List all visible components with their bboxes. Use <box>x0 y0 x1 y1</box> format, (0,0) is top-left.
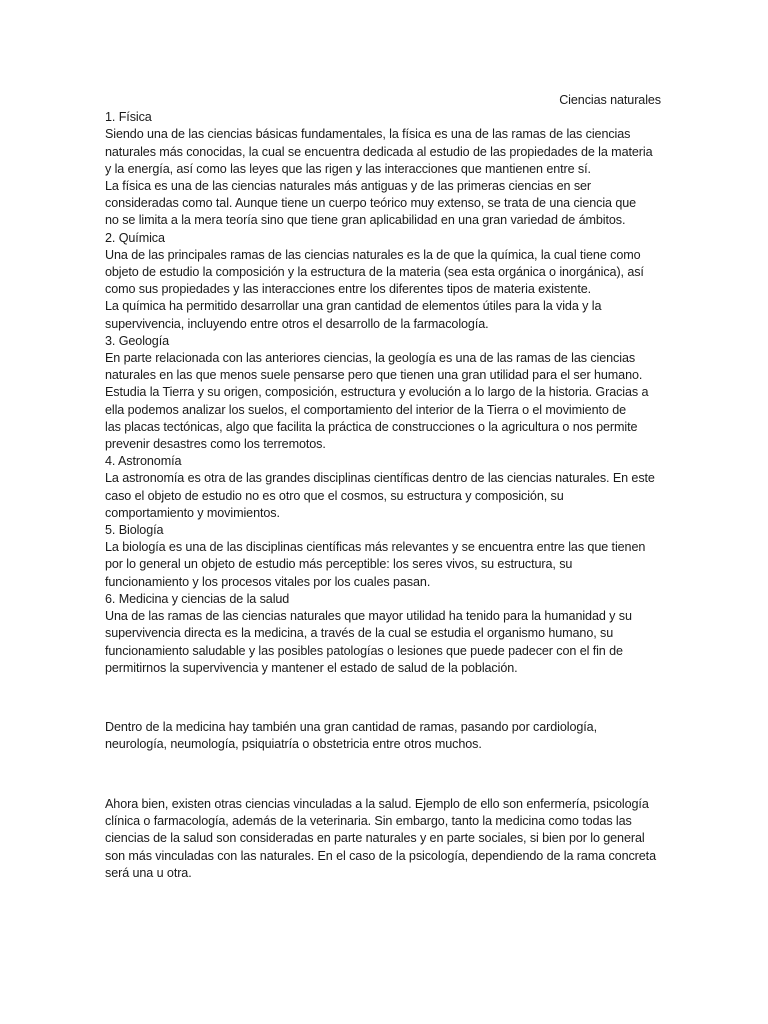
text-line: por lo general un objeto de estudio más perceptible: los seres vivos, su estructura, su <box>105 557 573 572</box>
section-heading: 1. Física <box>105 110 152 125</box>
text-line: En parte relacionada con las anteriores ciencias, la geología es una de las ramas de las ciencias <box>105 351 636 366</box>
text-line: La física es una de las ciencias naturales más antiguas y de las primeras ciencias en ser <box>105 179 592 194</box>
text-line: naturales en las que menos suele pensarse pero que tienen una gran utilidad para el ser humano. <box>105 368 643 383</box>
text-line: La biología es una de las disciplinas científicas más relevantes y se encuentra entre las que tienen <box>105 540 646 555</box>
section-heading: 6. Medicina y ciencias de la salud <box>105 591 290 606</box>
text-line: objeto de estudio la composición y la estructura de la materia (sea esta orgánica o inorgánica), así <box>105 265 644 280</box>
document-text <box>105 109 665 882</box>
text-line: Dentro de la medicina hay también una gran cantidad de ramas, pasando por cardiología, <box>105 720 597 735</box>
paragraph-gap <box>105 690 665 707</box>
text-line: funcionamiento y los procesos vitales por los cuales pasan. <box>105 574 431 589</box>
document-body <box>105 92 665 882</box>
text-line: ciencias de la salud son consideradas en parte naturales y en parte sociales, si bien por lo general <box>105 831 645 846</box>
document-title: Ciencias naturales <box>559 93 661 107</box>
text-line: caso el objeto de estudio no es otro que el cosmos, su estructura y composición, su <box>105 488 564 503</box>
text-line: Ahora bien, existen otras ciencias vinculadas a la salud. Ejemplo de ello son enfermería, psicología <box>105 797 649 812</box>
section-heading: 4. Astronomía <box>105 454 182 469</box>
text-line: y la energía, así como las leyes que las rigen y las interacciones que mantienen entre sí. <box>105 161 591 176</box>
section-heading: 3. Geología <box>105 333 170 348</box>
text-line: Una de las ramas de las ciencias naturales que mayor utilidad ha tenido para la humanidad y su <box>105 609 632 624</box>
text-line: Siendo una de las ciencias básicas fundamentales, la física es una de las ramas de las ciencias <box>105 127 631 142</box>
text-line: comportamiento y movimientos. <box>105 505 280 520</box>
text-line: neurología, neumología, psiquiatría o obstetricia entre otros muchos. <box>105 737 482 752</box>
text-line: funcionamiento saludable y las posibles patologías o lesiones que puede padecer con el fin de <box>105 643 623 658</box>
text-line: La astronomía es otra de las grandes disciplinas científicas dentro de las ciencias naturales. En este <box>105 471 655 486</box>
text-line: Una de las principales ramas de las ciencias naturales es la de que la química, la cual tiene como <box>105 247 641 262</box>
text-line: clínica o farmacología, además de la veterinaria. Sin embargo, tanto la medicina como todas las <box>105 814 632 829</box>
text-line: será una u otra. <box>105 865 192 880</box>
text-line: permitirnos la supervivencia y mantener el estado de salud de la población. <box>105 660 518 675</box>
section-heading: 5. Biología <box>105 523 164 538</box>
text-line: ella podemos analizar los suelos, el comportamiento del interior de la Tierra o el movimiento de <box>105 402 627 417</box>
paragraph-gap <box>105 766 665 783</box>
text-line: prevenir desastres como los terremotos. <box>105 437 326 452</box>
section-heading: 2. Química <box>105 230 165 245</box>
text-line: consideradas como tal. Aunque tiene un cuerpo teórico muy extenso, se trata de una ciencia que <box>105 196 637 211</box>
text-line: naturales más conocidas, la cual se encuentra dedicada al estudio de las propiedades de la materia <box>105 144 653 159</box>
text-line: son más vinculadas con las naturales. En el caso de la psicología, dependiendo de la rama concreta <box>105 848 656 863</box>
text-line: las placas tectónicas, algo que facilita la práctica de construcciones o la agricultura o nos permite <box>105 419 638 434</box>
text-line: Estudia la Tierra y su origen, composición, estructura y evolución a lo largo de la historia. Gracias a <box>105 385 649 400</box>
text-line: no se limita a la mera teoría sino que tiene gran aplicabilidad en una gran variedad de ámbitos. <box>105 213 626 228</box>
text-line: supervivencia directa es la medicina, a través de la cual se estudia el organismo humano, su <box>105 626 614 641</box>
text-line: La química ha permitido desarrollar una gran cantidad de elementos útiles para la vida y la <box>105 299 602 314</box>
text-line: como sus propiedades y las interacciones entre los diferentes tipos de materia existente. <box>105 282 592 297</box>
text-line: supervivencia, incluyendo entre otros el desarrollo de la farmacología. <box>105 316 489 331</box>
